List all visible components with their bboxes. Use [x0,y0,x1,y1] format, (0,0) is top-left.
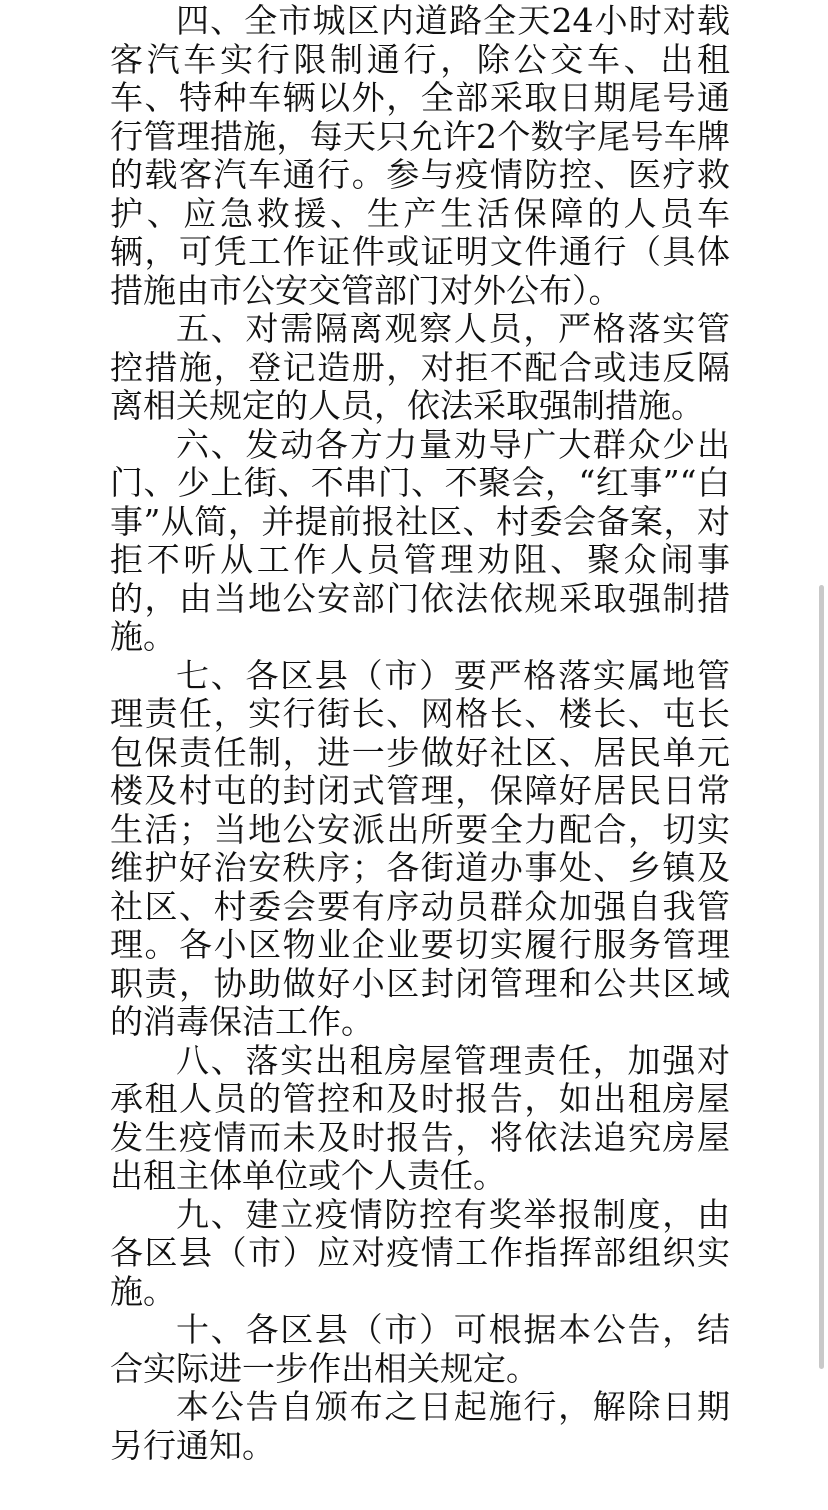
paragraph-item-6: 六、发动各方力量劝导广大群众少出门、少上街、不串门、不聚会，“红事”“白事”从简，并提前报社区、村委会备案，对拒不听从工作人员管理劝阻、聚众闹事的，由当地公安部门依法依规采取强制措施。 [110,424,730,656]
paragraph-item-4: 四、全市城区内道路全天24小时对载客汽车实行限制通行，除公交车、出租车、特种车辆以外，全部采取日期尾号通行管理措施，每天只允许2个数字尾号车牌的载客汽车通行。参与疫情防控、医疗救护、应急救援、生产生活保障的人员车辆，可凭工作证件或证明文件通行（具体措施由市公安交管部门对外公布）。 [110,1,730,310]
scrollbar-thumb[interactable] [819,585,824,1369]
closing-paragraph: 本公告自颁布之日起施行，解除日期另行通知。 [110,1387,730,1465]
paragraph-item-9: 九、建立疫情防控有奖举报制度，由各区县（市）应对疫情工作指挥部组织实施。 [110,1194,730,1311]
paragraph-item-8: 八、落实出租房屋管理责任，加强对承租人员的管控和及时报告，如出租房屋发生疫情而未及时报告，将依法追究房屋出租主体单位或个人责任。 [110,1040,730,1195]
announcement-body [110,2,730,1465]
paragraph-item-10: 十、各区县（市）可根据本公告，结合实际进一步作出相关规定。 [110,1310,730,1388]
paragraph-item-7: 七、各区县（市）要严格落实属地管理责任，实行街长、网格长、楼长、屯长包保责任制，进一步做好社区、居民单元楼及村屯的封闭式管理，保障好居民日常生活；当地公安派出所要全力配合，切实维护好治安秩序；各街道办事处、乡镇及社区、村委会要有序动员群众加强自我管理。各小区物业企业要切实履行服务管理职责，协助做好小区封闭管理和公共区域的消毒保洁工作。 [110,655,730,1041]
paragraph-item-5: 五、对需隔离观察人员，严格落实管控措施，登记造册，对拒不配合或违反隔离相关规定的人员，依法采取强制措施。 [110,309,730,425]
